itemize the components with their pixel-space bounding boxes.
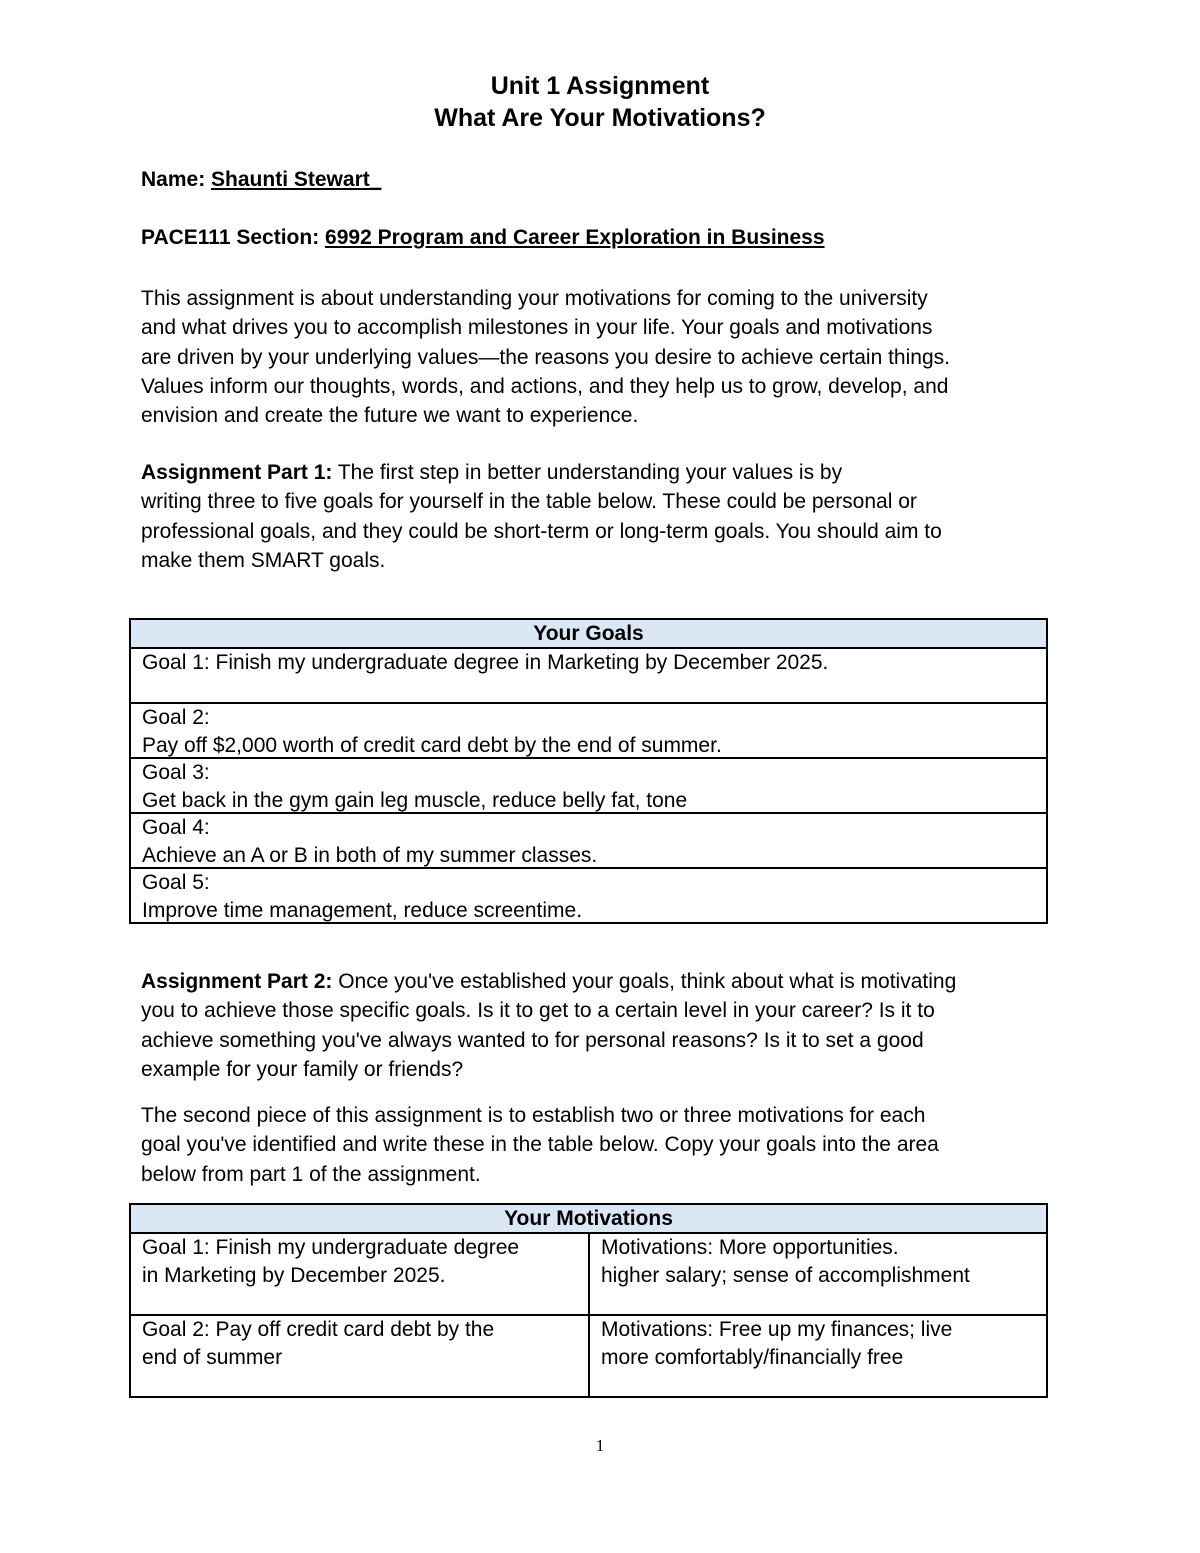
- motivations-table: [129, 1203, 1048, 1398]
- motivation-goal-cell: [131, 1234, 590, 1314]
- motivation-text-line: higher salary; sense of accomplishment: [601, 1264, 970, 1287]
- part1-line: make them SMART goals.: [141, 548, 386, 572]
- motivation-text-cell: [590, 1234, 1046, 1314]
- goal-label: Goal 3:: [142, 761, 210, 784]
- page-number: 1: [595, 1436, 605, 1455]
- intro-line: are driven by your underlying values—the reasons you desire to achieve certain things.: [141, 345, 950, 369]
- goal-row-2: [131, 704, 1046, 759]
- goal-text: Improve time management, reduce screentime.: [142, 899, 583, 922]
- motivation-goal-line: end of summer: [142, 1346, 283, 1369]
- goals-table: [129, 618, 1048, 924]
- motivation-goal-cell: [131, 1316, 590, 1398]
- part2-second-paragraph: [141, 1101, 1071, 1189]
- part1-label: Assignment Part 1:: [141, 461, 333, 484]
- part1-first-line: The first step in better understanding your values is by: [332, 461, 843, 484]
- part2-first-line: Once you've established your goals, think about what is motivating: [332, 970, 957, 993]
- part2-second-line: goal you've identified and write these in the table below. Copy your goals into the area: [141, 1133, 939, 1157]
- goal-label: Goal 1: Finish my undergraduate degree in Marketing by December 2025.: [142, 651, 829, 674]
- part2-line: achieve something you've always wanted to for personal reasons? Is it to set a good: [141, 1028, 924, 1052]
- motivation-goal-line: Goal 1: Finish my undergraduate degree: [142, 1236, 520, 1259]
- section-line: [141, 226, 825, 250]
- part2-second-line: The second piece of this assignment is to establish two or three motivations for each: [141, 1104, 926, 1127]
- goal-row-4: [131, 814, 1046, 869]
- goal-label: Goal 2:: [142, 706, 210, 729]
- intro-line: This assignment is about understanding your motivations for coming to the university: [141, 287, 928, 310]
- motivation-text-line: Motivations: Free up my finances; live: [601, 1318, 953, 1341]
- name-line: [141, 168, 381, 192]
- name-value: Shaunti Stewart_: [211, 168, 382, 191]
- motivation-row-2: [131, 1316, 1046, 1398]
- intro-line: and what drives you to accomplish milestones in your life. Your goals and motivations: [141, 316, 933, 340]
- document-title: [0, 70, 1200, 134]
- motivation-text-line: Motivations: More opportunities.: [601, 1236, 899, 1259]
- section-value: 6992 Program and Career Exploration in Business: [325, 226, 825, 249]
- motivation-row-1: [131, 1234, 1046, 1316]
- part2-second-line: below from part 1 of the assignment.: [141, 1162, 481, 1186]
- part2-label: Assignment Part 2:: [141, 970, 333, 993]
- motivation-text-cell: [590, 1316, 1046, 1398]
- part2-paragraph: [141, 967, 1071, 1084]
- motivation-text-line: more comfortably/financially free: [601, 1346, 904, 1369]
- goal-label: Goal 5:: [142, 871, 210, 894]
- goal-text: Get back in the gym gain leg muscle, reduce belly fat, tone: [142, 789, 688, 812]
- part1-paragraph: [141, 458, 1071, 575]
- motivation-goal-line: Goal 2: Pay off credit card debt by the: [142, 1318, 495, 1341]
- goal-text: Pay off $2,000 worth of credit card debt by the end of summer.: [142, 734, 722, 757]
- part1-line: professional goals, and they could be short-term or long-term goals. You should aim to: [141, 519, 942, 543]
- intro-line: Values inform our thoughts, words, and actions, and they help us to grow, develop, and: [141, 374, 949, 398]
- section-label: PACE111 Section:: [141, 226, 320, 249]
- name-label: Name:: [141, 168, 206, 191]
- motivation-goal-line: in Marketing by December 2025.: [142, 1264, 446, 1287]
- goal-text: Achieve an A or B in both of my summer classes.: [142, 844, 598, 867]
- goal-row-3: [131, 759, 1046, 814]
- part1-line: writing three to five goals for yourself in the table below. These could be personal or: [141, 490, 917, 514]
- title-line-1: Unit 1 Assignment: [490, 72, 710, 100]
- part2-line: example for your family or friends?: [141, 1057, 464, 1081]
- title-line-2: What Are Your Motivations?: [434, 104, 766, 132]
- goal-row-5: [131, 869, 1046, 924]
- part2-line: you to achieve those specific goals. Is it to get to a certain level in your career? Is it to: [141, 999, 935, 1023]
- goal-row-1: [131, 649, 1046, 704]
- goals-table-heading: Your Goals: [131, 620, 1046, 649]
- motivations-table-heading: Your Motivations: [131, 1205, 1046, 1234]
- goal-label: Goal 4:: [142, 816, 210, 839]
- intro-paragraph: [141, 284, 1071, 430]
- intro-line: envision and create the future we want to experience.: [141, 404, 639, 428]
